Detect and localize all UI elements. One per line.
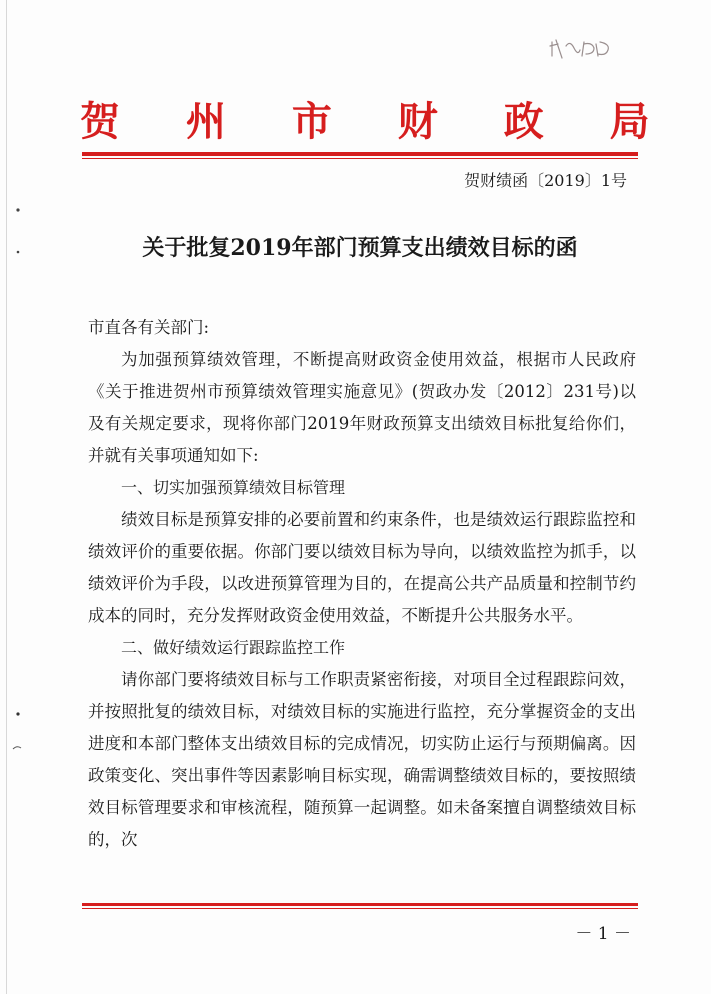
margin-dot-mark xyxy=(14,710,22,718)
footer-divider-thin xyxy=(82,908,638,909)
letterhead-divider xyxy=(82,152,638,156)
margin-dot-mark xyxy=(14,206,22,214)
section-paragraph: 绩效目标是预算安排的必要前置和约束条件，也是绩效运行跟踪监控和绩效评价的重要依据。你部门要以绩效目标为导向，以绩效监控为抓手，以绩效评价为手段，以改进预算管理为目的，在提高公共产品质量和控制节约成本的同时，充分发挥财政资金使用效益，不断提升公共服务水平。 xyxy=(88,510,636,625)
salutation: 市直各有关部门: xyxy=(88,318,210,337)
section-paragraph: 请你部门要将绩效目标与工作职责紧密衔接，对项目全过程跟踪问效，并按照批复的绩效目标，对绩效目标的实施进行监控，充分掌握资金的支出进度和本部门整体支出绩效目标的完成情况，切实防止运行与预期偏离。因政策变化、突出事件等因素影响目标实现，确需调整绩效目标的，要按照绩效目标管理要求和审核流程，随预算一起调整。如未备案擅自调整绩效目标的，次 xyxy=(88,670,636,849)
scan-edge-line xyxy=(6,0,7,994)
intro-paragraph: 为加强预算绩效管理，不断提高财政资金使用效益，根据市人民政府《关于推进贺州市预算绩效管理实施意见》(贺政办发〔2012〕231号)以及有关规定要求，现将你部门2019年财政预算支出绩效目标批复给你们，并就有关事项通知如下: xyxy=(88,350,636,465)
margin-dot-mark xyxy=(12,744,22,752)
handwritten-annotation xyxy=(548,36,618,60)
section-heading: 二、做好绩效运行跟踪监控工作 xyxy=(121,638,346,657)
agency-letterhead: 贺 州 市 财 政 局 xyxy=(80,98,676,145)
margin-dot-mark xyxy=(14,248,22,256)
document-title: 关于批复2019年部门预算支出绩效目标的函 xyxy=(142,235,578,261)
section-heading: 一、切实加强预算绩效目标管理 xyxy=(121,478,346,497)
document-body xyxy=(88,312,636,856)
letterhead-divider-thin xyxy=(82,158,638,159)
footer-divider xyxy=(82,903,638,906)
page-number: － 1 － xyxy=(575,924,631,944)
document-number: 贺财绩函〔2019〕1号 xyxy=(464,171,627,190)
